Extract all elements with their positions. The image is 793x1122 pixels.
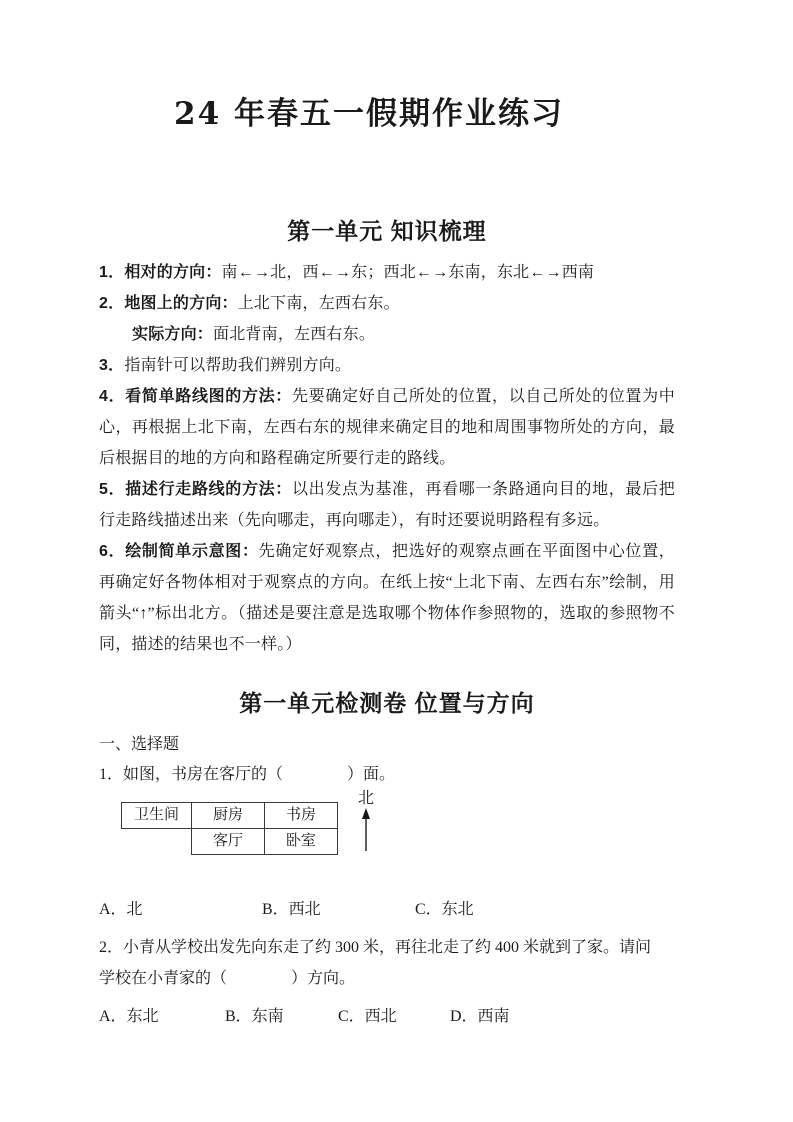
q2-line1: 2．小青从学校出发先向东走了约 300 米，再往北走了约 400 米就到了家。请问 [99, 939, 652, 956]
question-1-options [99, 898, 675, 922]
item-label: 地图上的方向： [124, 295, 238, 312]
knowledge-item-2b [99, 319, 675, 350]
knowledge-item-6 [99, 536, 675, 660]
item-label: 看简单路线图的方法： [125, 388, 292, 405]
item-number: 1． [99, 264, 125, 281]
item-number: 2． [99, 295, 125, 312]
item-text: 面北背南，左西右东。 [213, 326, 376, 343]
floor-plan-cell-kitchen: 厨房 [191, 802, 265, 829]
north-arrow-icon [359, 808, 373, 852]
item-number: 6． [99, 543, 126, 560]
doc-title: 24 年春五一假期作业练习 [174, 96, 564, 132]
floor-plan-cell-livingroom: 客厅 [191, 828, 265, 855]
item-number: 3． [99, 357, 125, 374]
q2-option-a: A．东北 [99, 1008, 159, 1025]
q2-option-d: D．西南 [450, 1008, 510, 1025]
knowledge-item-5 [99, 474, 675, 536]
q1-option-a: A．北 [99, 901, 143, 918]
q2-option-b: B．东南 [225, 1008, 284, 1025]
north-label: 北 [357, 790, 374, 807]
page-content [99, 0, 675, 1029]
item-label: 绘制简单示意图： [125, 543, 259, 560]
q1-option-c: C．东北 [415, 901, 474, 918]
floor-plan-cell-bathroom: 卫生间 [121, 802, 192, 829]
item-label: 实际方向： [132, 326, 214, 343]
item-text: 上北下南，左西右东。 [237, 295, 400, 312]
item-text: 南←→北，西←→东；西北←→东南，东北←→西南 [221, 264, 595, 281]
north-compass [351, 790, 381, 852]
item-number: 4． [99, 388, 126, 405]
q1-option-b: B．西北 [262, 901, 321, 918]
floor-plan-cell-study: 书房 [264, 802, 338, 829]
item-text: 以出发点为基准，再看哪一条路通向目的地，最后把行走路线描述出来（先向哪走，再向哪走），有时还要说明路程有多远。 [99, 481, 675, 529]
test-heading: 第一单元检测卷 位置与方向 [239, 690, 535, 716]
knowledge-item-3 [99, 350, 675, 381]
floor-plan-cell-bedroom: 卧室 [264, 828, 338, 855]
q2-line2: 学校在小青家的（ ）方向。 [99, 970, 356, 987]
item-text: 先要确定好自己所处的位置，以自己所处的位置为中心，再根据上北下南，左西右东的规律来确定目的地和周围事物所处的方向，最后根据目的地的方向和路程确定所要行走的路线。 [99, 388, 675, 467]
item-number: 5． [99, 481, 126, 498]
question-2-text [99, 932, 675, 994]
floor-plan-figure [99, 790, 675, 868]
floor-plan [121, 802, 341, 856]
q2-option-c: C．西北 [338, 1008, 397, 1025]
item-text: 指南针可以帮助我们辨别方向。 [124, 357, 352, 374]
section-label-choice: 一、选择题 [99, 736, 180, 753]
knowledge-item-1 [99, 257, 675, 288]
item-text: 先确定好观察点，把选好的观察点画在平面图中心位置，再确定好各物体相对于观察点的方向。在纸上按“上北下南、左西右东”绘制，用箭头“↑”标出北方。（描述是要注意是选取哪个物体作参照物的，选取的参照物不同，描述的结果也不一样。） [99, 543, 675, 653]
question-1-text: 1．如图，书房在客厅的（ ）面。 [99, 766, 396, 783]
item-label: 相对的方向： [124, 264, 222, 281]
knowledge-list [99, 257, 675, 660]
item-label: 描述行走路线的方法： [125, 481, 292, 498]
knowledge-heading: 第一单元 知识梳理 [287, 218, 487, 244]
question-2-options [99, 1005, 675, 1029]
knowledge-item-2 [99, 288, 675, 319]
knowledge-item-4 [99, 381, 675, 474]
